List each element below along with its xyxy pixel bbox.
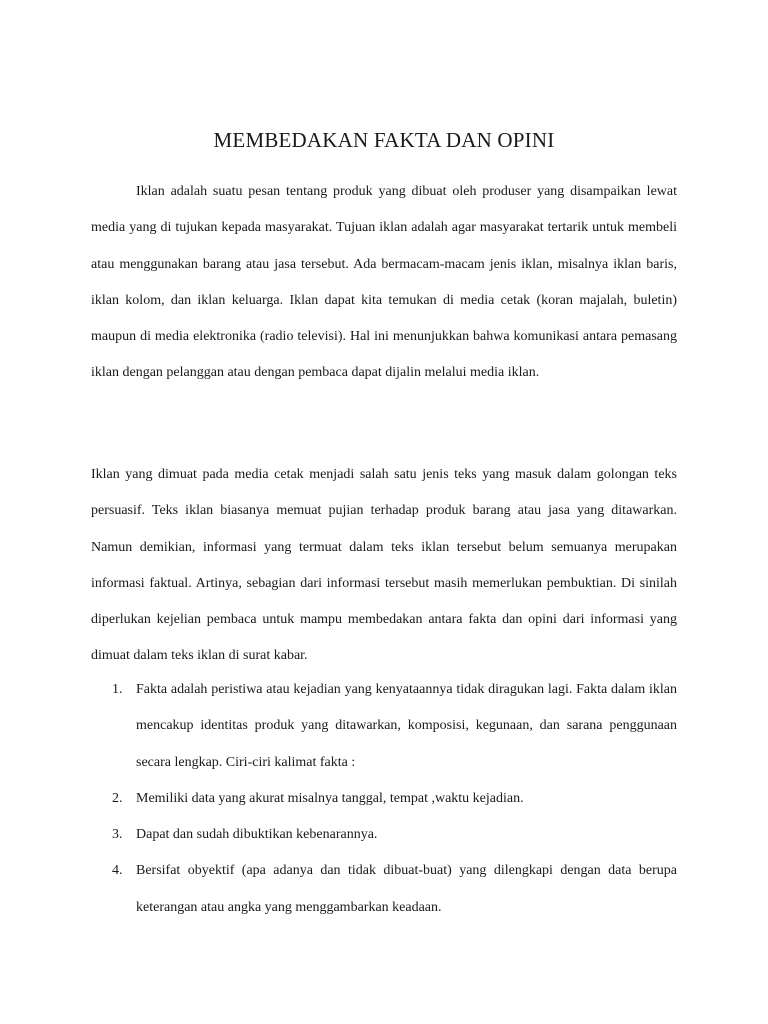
list-item-number: 3.: [112, 827, 123, 843]
document-title: MEMBEDAKAN FAKTA DAN OPINI: [213, 128, 555, 152]
paragraph-2: Iklan yang dimuat pada media cetak menjadi salah satu jenis teks yang masuk dalam golongan teks persuasif. Teks iklan biasanya memuat pujian terhadap produk barang atau jasa yang ditawarkan. Namun demikian, informasi yang termuat dalam teks iklan tersebut belum semuanya merupakan informasi faktual. Artinya, sebagian dari informasi tersebut masih memerlukan pembuktian. Di sinilah diperlukan kejelian pembaca untuk mampu membedakan antara fakta dan opini dari informasi yang dimuat dalam teks iklan di surat kabar.: [91, 467, 677, 664]
list-item: [91, 672, 677, 781]
fact-characteristics-list: [91, 672, 677, 926]
list-item: [91, 853, 677, 926]
list-item-number: 4.: [112, 863, 123, 879]
list-item-number: 1.: [112, 682, 123, 697]
list-item: [91, 817, 677, 853]
list-item-text: Dapat dan sudah dibuktikan kebenarannya.: [136, 827, 378, 843]
list-item: [91, 781, 677, 817]
list-item-text: Bersifat obyektif (apa adanya dan tidak dibuat-buat) yang dilengkapi dengan data berupa keterangan atau angka yang menggambarkan keadaan.: [136, 863, 677, 915]
list-item-text: Fakta adalah peristiwa atau kejadian yang kenyataannya tidak diragukan lagi. Fakta dalam iklan mencakup identitas produk yang ditawarkan, komposisi, kegunaan, dan sarana penggunaan secara lengkap. Ciri-ciri kalimat fakta :: [136, 682, 677, 770]
paragraph-1: Iklan adalah suatu pesan tentang produk yang dibuat oleh produser yang disampaikan lewat media yang di tujukan kepada masyarakat. Tujuan iklan adalah agar masyarakat tertarik untuk membeli atau menggunakan barang atau jasa tersebut. Ada bermacam-macam jenis iklan, misalnya iklan baris, iklan kolom, dan iklan keluarga. Iklan dapat kita temukan di media cetak (koran majalah, buletin) maupun di media elektronika (radio televisi). Hal ini menunjukkan bahwa komunikasi antara pemasang iklan dengan pelanggan atau dengan pembaca dapat dijalin melalui media iklan.: [91, 184, 677, 381]
list-item-number: 2.: [112, 790, 123, 806]
list-item-text: Memiliki data yang akurat misalnya tanggal, tempat ,waktu kejadian.: [136, 790, 524, 806]
